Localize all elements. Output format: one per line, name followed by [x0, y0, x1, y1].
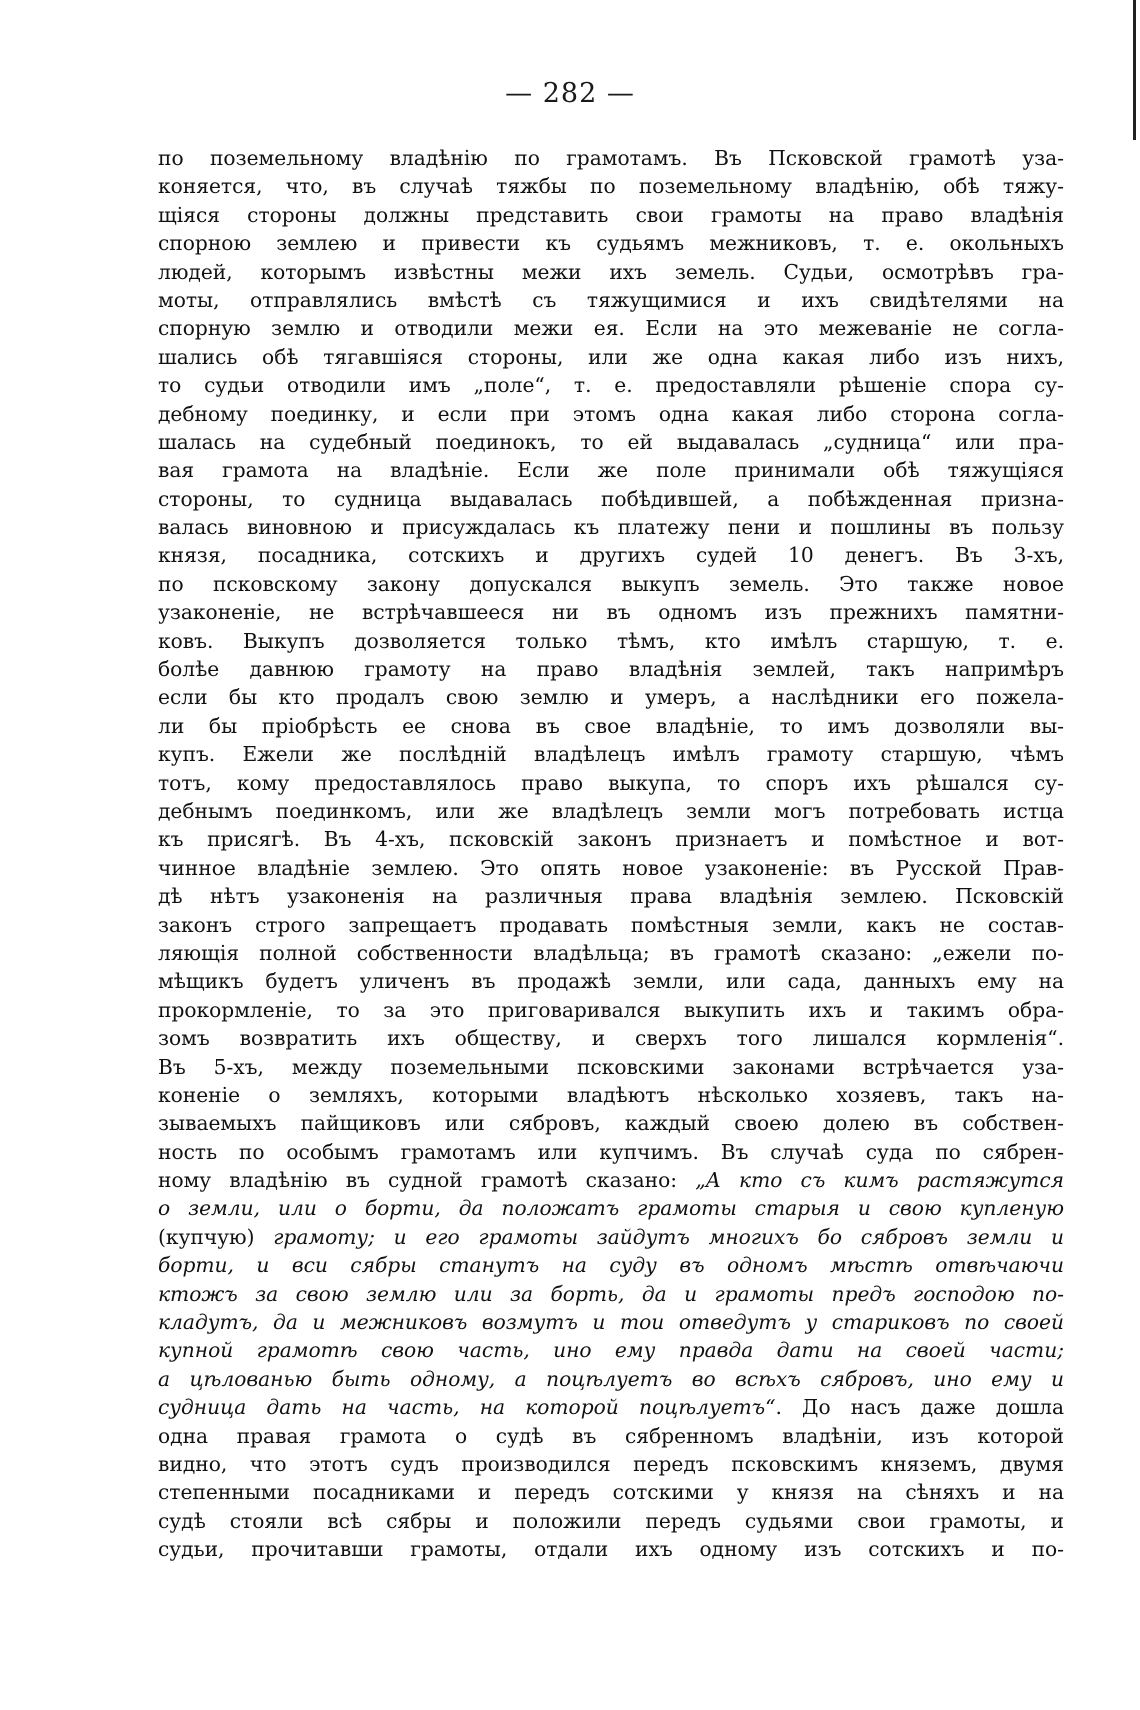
quoted-text-segment: о земли, или о борти, да положатъ грамоты старыя и свою купленую: [158, 1196, 1064, 1221]
text-line: [158, 911, 1064, 939]
quoted-text-segment: ктожъ за свою землю или за борть, да и грамоты предъ господою по-: [158, 1281, 1064, 1306]
page-number: — 282 —: [505, 78, 635, 109]
text-segment: спорную землю и отводили межи ея. Если на это межеваніе не согла-: [158, 316, 1064, 341]
text-line: [158, 1166, 1064, 1194]
text-line: [158, 1422, 1064, 1450]
text-segment: дѣ нѣтъ узаконенія на различныя права владѣнія землею. Псковскій: [158, 884, 1064, 909]
text-line: [158, 286, 1064, 314]
text-segment: если бы кто продалъ свою землю и умеръ, а наслѣдники его пожела-: [158, 685, 1064, 710]
text-segment: чинное владѣніе землею. Это опять новое узаконеніе: въ Русской Прав-: [158, 855, 1064, 880]
text-segment: ному владѣнію въ судной грамотѣ сказано:: [158, 1168, 696, 1193]
text-segment: судѣ стояли всѣ сябры и положили передъ судьями свои грамоты, и: [158, 1508, 1064, 1533]
text-line: [158, 1393, 1064, 1421]
text-line: [158, 769, 1064, 797]
text-line: [158, 967, 1064, 995]
text-segment: коняется, что, въ случаѣ тяжбы по поземельному владѣнію, обѣ тяжу-: [158, 174, 1064, 199]
text-segment: моты, отправлялись вмѣстѣ съ тяжущимися и ихъ свидѣтелями на: [158, 287, 1064, 312]
text-line: [158, 598, 1064, 626]
quoted-text-segment: а цѣлованью быть одному, а поцѣлуетъ во всѣхъ сябровъ, ино ему и: [158, 1366, 1064, 1391]
text-line: [158, 882, 1064, 910]
text-line: [158, 172, 1064, 200]
text-segment: одна правая грамота о судѣ въ сябренномъ владѣніи, изъ которой: [158, 1423, 1064, 1448]
text-line: [158, 371, 1064, 399]
text-segment: мѣщикъ будетъ уличенъ въ продажѣ земли, или сада, данныхъ ему на: [158, 969, 1064, 994]
text-segment: то судьи отводили имъ „поле“, т. е. предоставляли рѣшеніе спора су-: [158, 373, 1064, 398]
text-line: [158, 1478, 1064, 1506]
text-line: [158, 485, 1064, 513]
body-text: [158, 144, 1064, 1564]
text-line: [158, 1053, 1064, 1081]
text-segment: дебному поединку, и если при этомъ одна какая либо сторона согла-: [158, 401, 1064, 426]
text-line: [158, 1194, 1064, 1222]
text-segment: шалась на судебный поединокъ, то ей выдавалась „судница“ или пра-: [158, 429, 1064, 454]
text-line: [158, 541, 1064, 569]
text-segment: спорною землею и привести къ судьямъ межниковъ, т. е. окольныхъ: [158, 231, 1064, 256]
text-line: [158, 655, 1064, 683]
quoted-text-segment: купной грамотѣ свою часть, ино ему правда дати на своей части;: [158, 1338, 1064, 1363]
text-line: [158, 1308, 1064, 1336]
text-line: [158, 1251, 1064, 1279]
text-line: [158, 825, 1064, 853]
text-line: [158, 854, 1064, 882]
text-line: [158, 712, 1064, 740]
text-segment: Въ 5-хъ, между поземельными псковскими законами встрѣчается уза-: [158, 1054, 1064, 1079]
text-line: [158, 144, 1064, 172]
quoted-text-segment: грамоту; и его грамоты зайдутъ многихъ бо сябровъ земли и: [273, 1224, 1064, 1249]
text-line: [158, 400, 1064, 428]
text-segment: ли бы пріобрѣсть ее снова въ свое владѣніе, то имъ дозволяли вы-: [158, 713, 1064, 738]
text-segment: шались обѣ тягавшіяся стороны, или же одна какая либо изъ нихъ,: [158, 344, 1064, 369]
quoted-text-segment: „А кто съ кимъ растяжутся: [695, 1168, 1064, 1193]
text-segment: видно, что этотъ судъ производился передъ псковскимъ княземъ, двумя: [158, 1451, 1064, 1476]
text-line: [158, 627, 1064, 655]
text-segment: узаконеніе, не встрѣчавшееся ни въ одномъ изъ прежнихъ памятни-: [158, 600, 1064, 625]
text-line: [158, 201, 1064, 229]
text-line: [158, 740, 1064, 768]
text-line: [158, 939, 1064, 967]
text-segment: князя, посадника, сотскихъ и другихъ судей 10 денегъ. Въ 3-хъ,: [158, 543, 1064, 568]
text-line: [158, 1024, 1064, 1052]
text-line: [158, 1507, 1064, 1535]
text-segment: по поземельному владѣнію по грамотамъ. Въ Псковской грамотѣ уза-: [158, 146, 1064, 170]
text-line: [158, 996, 1064, 1024]
quoted-text-segment: кладутъ, да и межниковъ возмутъ и тои отведутъ у стариковъ по своей: [158, 1310, 1064, 1335]
text-line: [158, 456, 1064, 484]
text-segment: по псковскому закону допускался выкупъ земель. Это также новое: [158, 571, 1064, 596]
text-segment: зомъ возвратить ихъ обществу, и сверхъ того лишался кормленія“.: [158, 1026, 1064, 1051]
text-line: [158, 1081, 1064, 1109]
text-segment: людей, которымъ извѣстны межи ихъ земель. Судьи, осмотрѣвъ гра-: [158, 259, 1064, 284]
text-segment: ляющія полной собственности владѣльца; въ грамотѣ сказано: „ежели по-: [158, 940, 1064, 965]
text-segment: прокормленіе, то за это приговаривался выкупить ихъ и такимъ обра-: [158, 997, 1064, 1022]
text-segment: судьи, прочитавши грамоты, отдали ихъ одному изъ сотскихъ и по-: [158, 1537, 1064, 1562]
text-segment: болѣе давнюю грамоту на право владѣнія землей, такъ напримѣръ: [158, 657, 1064, 682]
text-segment: валась виновною и присуждалась къ платежу пени и пошлины въ пользу: [158, 515, 1064, 540]
page-edge-line: [1133, 0, 1136, 140]
text-line: [158, 1109, 1064, 1137]
text-line: [158, 1223, 1064, 1251]
text-segment: купъ. Ежели же послѣдній владѣлецъ имѣлъ грамоту старшую, чѣмъ: [158, 742, 1064, 767]
text-segment: щіяся стороны должны представить свои грамоты на право владѣнія: [158, 202, 1064, 227]
text-line: [158, 1365, 1064, 1393]
text-line: [158, 314, 1064, 342]
text-line: [158, 1336, 1064, 1364]
text-segment: ковъ. Выкупъ дозволяется только тѣмъ, кто имѣлъ старшую, т. е.: [158, 628, 1064, 653]
text-segment: . До насъ даже дошла: [775, 1395, 1064, 1420]
quoted-text-segment: борти, и вси сябры станутъ на суду въ одномъ мѣстѣ отвѣчаючи: [158, 1253, 1064, 1278]
text-segment: степенными посадниками и передъ сотскими у князя на сѣняхъ и на: [158, 1480, 1064, 1505]
text-line: [158, 797, 1064, 825]
text-line: [158, 1138, 1064, 1166]
text-line: [158, 1450, 1064, 1478]
text-line: [158, 343, 1064, 371]
text-segment: тотъ, кому предоставлялось право выкупа, то споръ ихъ рѣшался су-: [158, 770, 1064, 795]
quoted-text-segment: судница дать на часть, на которой поцѣлуетъ“: [158, 1395, 776, 1420]
text-segment: законъ строго запрещаетъ продавать помѣстныя земли, какъ не состав-: [158, 912, 1064, 937]
text-line: [158, 428, 1064, 456]
text-line: [158, 570, 1064, 598]
text-segment: ность по особымъ грамотамъ или купчимъ. Въ случаѣ суда по сябрен-: [158, 1139, 1064, 1164]
text-line: [158, 513, 1064, 541]
text-segment: коненіе о земляхъ, которыми владѣютъ нѣсколько хозяевъ, такъ на-: [158, 1082, 1064, 1107]
text-segment: зываемыхъ пайщиковъ или сябровъ, каждый своею долею въ собствен-: [158, 1111, 1064, 1136]
text-line: [158, 683, 1064, 711]
text-segment: (купчую): [158, 1224, 274, 1249]
text-segment: къ присягѣ. Въ 4-хъ, псковскій законъ признаетъ и помѣстное и вот-: [158, 827, 1064, 852]
text-line: [158, 229, 1064, 257]
text-segment: стороны, то судница выдавалась побѣдившей, а побѣжденная призна-: [158, 486, 1064, 511]
text-segment: вая грамота на владѣніе. Если же поле принимали обѣ тяжущіяся: [158, 458, 1064, 483]
text-line: [158, 258, 1064, 286]
text-segment: дебнымъ поединкомъ, или же владѣлецъ земли могъ потребовать истца: [158, 798, 1064, 823]
text-line: [158, 1280, 1064, 1308]
text-line: [158, 1535, 1064, 1563]
